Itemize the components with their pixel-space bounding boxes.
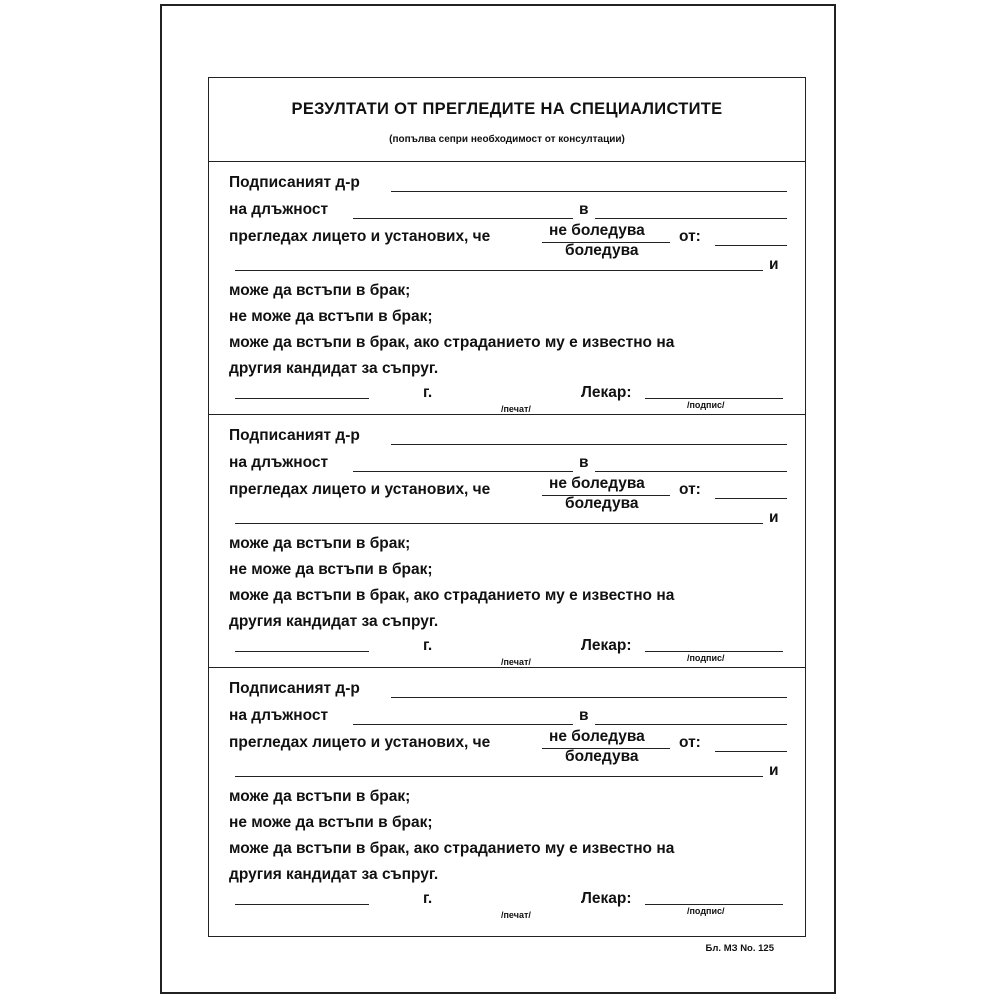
signature-line[interactable] (645, 904, 783, 905)
option-cannot-marry: не може да встъпи в брак; (229, 308, 433, 325)
from-line[interactable] (715, 245, 787, 246)
form-code: Бл. МЗ No. 125 (705, 943, 774, 954)
option-cannot-marry: не може да встъпи в брак; (229, 814, 433, 831)
doctor-label: Лекар: (581, 890, 632, 907)
position-line[interactable] (353, 724, 573, 725)
from-label: от: (679, 481, 701, 498)
option-can-marry-if-known: може да встъпи в брак, ако страданието му е известно на (229, 840, 675, 857)
signed-label: Подписаният д-р (229, 174, 360, 191)
specialist-section-3 (209, 668, 805, 921)
option-can-marry: може да встъпи в брак; (229, 535, 411, 552)
position-label: на длъжност (229, 454, 329, 471)
doctor-label: Лекар: (581, 637, 632, 654)
doctor-name-line[interactable] (391, 697, 787, 698)
position-label: на длъжност (229, 707, 329, 724)
doctor-label: Лекар: (581, 384, 632, 401)
and-label: и (769, 256, 779, 273)
signature-label: /подпис/ (687, 653, 725, 663)
form-header (209, 78, 805, 162)
signature-label: /подпис/ (687, 400, 725, 410)
diagnosis-line[interactable] (235, 776, 763, 777)
examined-label: прегледах лицето и установих, че (229, 734, 491, 751)
institution-line[interactable] (595, 724, 787, 725)
signature-label: /подпис/ (687, 906, 725, 916)
institution-line[interactable] (595, 218, 787, 219)
diagnosis-line[interactable] (235, 270, 763, 271)
option-can-marry-if-known: може да встъпи в брак, ако страданието му е известно на (229, 334, 675, 351)
stamp-label: /печат/ (501, 404, 531, 414)
from-line[interactable] (715, 751, 787, 752)
results-form (208, 77, 806, 937)
signed-label: Подписаният д-р (229, 680, 360, 697)
date-line[interactable] (235, 398, 369, 399)
specialist-section-2 (209, 415, 805, 668)
position-label: на длъжност (229, 201, 329, 218)
and-label: и (769, 509, 779, 526)
year-label: г. (423, 384, 433, 401)
ill-option[interactable]: боледува (565, 495, 639, 512)
option-can-marry-if-known-cont: другия кандидат за съпруг. (229, 866, 439, 883)
not-ill-option[interactable]: не боледува (549, 222, 645, 239)
diagnosis-line[interactable] (235, 523, 763, 524)
from-label: от: (679, 734, 701, 751)
not-ill-option[interactable]: не боледува (549, 728, 645, 745)
signed-label: Подписаният д-р (229, 427, 360, 444)
option-cannot-marry: не може да встъпи в брак; (229, 561, 433, 578)
not-ill-option[interactable]: не боледува (549, 475, 645, 492)
year-label: г. (423, 637, 433, 654)
in-label: в (579, 201, 589, 218)
position-line[interactable] (353, 471, 573, 472)
and-label: и (769, 762, 779, 779)
date-line[interactable] (235, 651, 369, 652)
position-line[interactable] (353, 218, 573, 219)
examined-label: прегледах лицето и установих, че (229, 228, 491, 245)
stamp-label: /печат/ (501, 657, 531, 667)
institution-line[interactable] (595, 471, 787, 472)
ill-option[interactable]: боледува (565, 748, 639, 765)
in-label: в (579, 707, 589, 724)
form-page (160, 4, 836, 994)
option-can-marry: може да встъпи в брак; (229, 282, 411, 299)
ill-option[interactable]: боледува (565, 242, 639, 259)
year-label: г. (423, 890, 433, 907)
signature-line[interactable] (645, 398, 783, 399)
stamp-label: /печат/ (501, 910, 531, 920)
doctor-name-line[interactable] (391, 444, 787, 445)
form-title: РЕЗУЛТАТИ ОТ ПРЕГЛЕДИТЕ НА СПЕЦИАЛИСТИТЕ (291, 100, 723, 118)
form-subtitle: (попълва сепри необходимост от консултации) (389, 134, 625, 145)
examined-label: прегледах лицето и установих, че (229, 481, 491, 498)
signature-line[interactable] (645, 651, 783, 652)
specialist-section-1 (209, 162, 805, 415)
date-line[interactable] (235, 904, 369, 905)
from-line[interactable] (715, 498, 787, 499)
option-can-marry-if-known-cont: другия кандидат за съпруг. (229, 360, 439, 377)
option-can-marry-if-known-cont: другия кандидат за съпруг. (229, 613, 439, 630)
in-label: в (579, 454, 589, 471)
from-label: от: (679, 228, 701, 245)
doctor-name-line[interactable] (391, 191, 787, 192)
option-can-marry: може да встъпи в брак; (229, 788, 411, 805)
option-can-marry-if-known: може да встъпи в брак, ако страданието му е известно на (229, 587, 675, 604)
